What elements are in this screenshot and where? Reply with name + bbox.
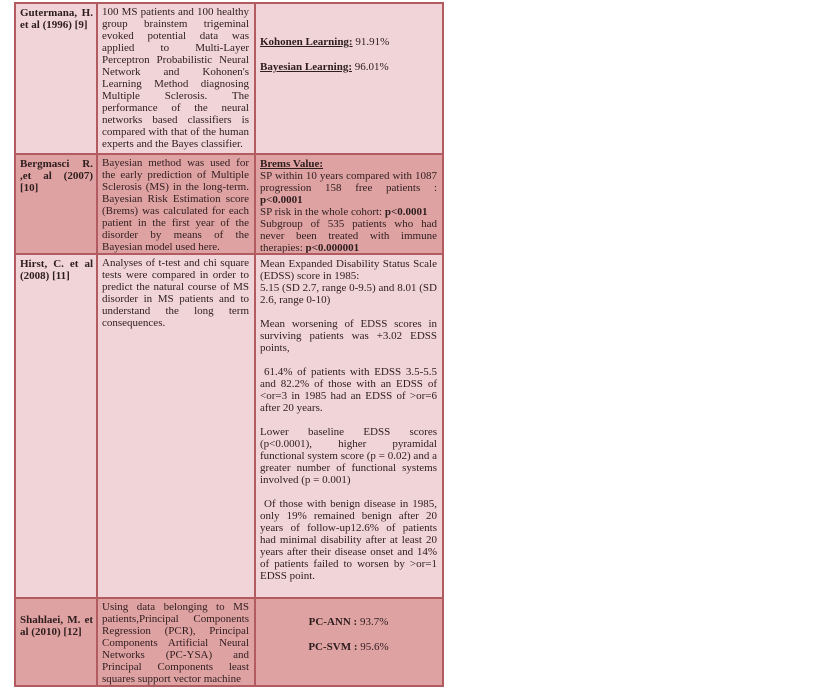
- result-paragraph: Mean worsening of EDSS scores in surviving patients was +3.02 EDSS points,: [260, 318, 437, 354]
- result-item: [260, 641, 437, 653]
- result-label: PC-ANN :: [308, 616, 358, 628]
- literature-review-table: [14, 2, 444, 687]
- results-cell: [256, 155, 442, 253]
- author-cell: Hirst, C. et al (2008) [11]: [16, 255, 96, 597]
- table-row: [16, 155, 442, 253]
- method-cell: 100 MS patients and 100 healthy group brainstem trigeminal evoked potential data was applied to Multi-Layer Perceptron Probabilistic Neural Network and Kohonen's Learning Method diagnosing Multiple Sclerosis. The performance of the neural networks based classifiers is compared with that of the human experts and the Bayes classifier.: [98, 4, 254, 153]
- results-heading: Brems Value:: [260, 158, 324, 170]
- result-text: SP risk in the whole cohort:: [260, 206, 385, 218]
- result-value: 96.01%: [351, 61, 389, 73]
- author-cell: Bergmasci R. ,et al (2007) [10]: [16, 155, 96, 253]
- method-cell: Analyses of t-test and chi square tests were compared in order to predict the natural course of MS disorder in MS patients and to understand the long term consequences.: [98, 255, 254, 597]
- results-cell: [256, 4, 442, 153]
- result-value: 91.91%: [352, 36, 390, 48]
- result-paragraph: Lower baseline EDSS scores (p<0.0001), higher pyramidal functional system score (p = 0.02) and a greater number of functional systems involved (p = 0.001): [260, 426, 437, 486]
- result-value: 95.6%: [357, 641, 389, 653]
- result-line: [260, 218, 437, 253]
- result-line: [260, 206, 437, 218]
- result-label: Kohonen Learning:: [260, 36, 353, 48]
- results-cell: [256, 255, 442, 597]
- author-cell: Gutermana, H. et al (1996) [9]: [16, 4, 96, 153]
- result-text: SP within 10 years compared with 1087 progression 158 free patients :: [260, 170, 437, 194]
- result-paragraph: 61.4% of patients with EDSS 3.5-5.5 and 82.2% of those with an EDSS of <or=3 in 1985 had an EDSS of >or=6 after 20 years.: [260, 366, 437, 414]
- result-paragraph: Mean Expanded Disability Status Scale (EDSS) score in 1985:: [260, 258, 437, 282]
- table-row: [16, 599, 442, 685]
- result-pvalue: p<0.000001: [305, 242, 360, 253]
- result-line: [260, 170, 437, 206]
- table-row: [16, 255, 442, 597]
- results-cell: [256, 599, 442, 685]
- author-text: Shahlaei, M. et al (2010) [12]: [20, 614, 93, 638]
- author-cell: [16, 599, 96, 685]
- result-label: PC-SVM :: [308, 641, 358, 653]
- result-paragraph: 5.15 (SD 2.7, range 0-9.5) and 8.01 (SD 2.6, range 0-10): [260, 282, 437, 306]
- result-label: Bayesian Learning:: [260, 61, 352, 73]
- result-text: Subgroup of 535 patients who had never been treated with immune therapies:: [260, 218, 437, 253]
- method-cell: Using data belonging to MS patients,Principal Components Regression (PCR), Principal Components Artificial Neural Networks (PC-YSA) and Principal Components least squares support vector machine: [98, 599, 254, 685]
- method-cell: Bayesian method was used for the early prediction of Multiple Sclerosis (MS) in the long-term. Bayesian Risk Estimation score (Brems) was calculated for each patient in the first year of the disorder by means of the Bayesian model used here.: [98, 155, 254, 253]
- result-value: 93.7%: [357, 616, 389, 628]
- result-item: [260, 616, 437, 628]
- result-pvalue: p<0.0001: [260, 194, 303, 206]
- table-row: [16, 4, 442, 153]
- result-item: [260, 61, 437, 73]
- result-item: [260, 36, 437, 48]
- result-pvalue: p<0.0001: [384, 206, 428, 218]
- result-paragraph: Of those with benign disease in 1985, only 19% remained benign after 20 years of follow-up12.6% of patients had minimal disability after at least 20 years after their disease onset and 14% of patients failed to worsen by >or=1 EDSS point.: [260, 498, 437, 582]
